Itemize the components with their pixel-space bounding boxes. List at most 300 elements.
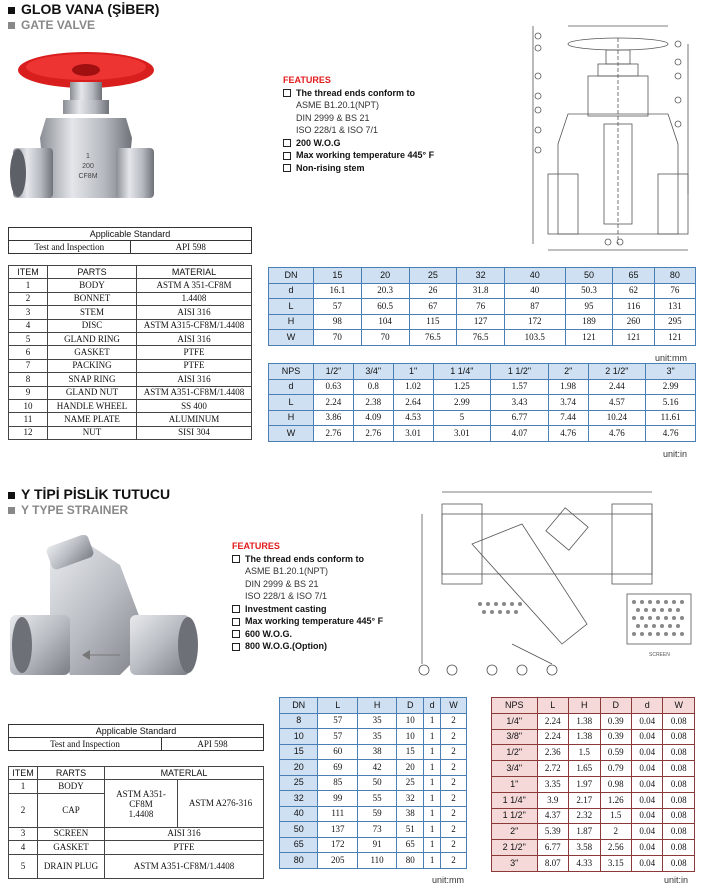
table-row	[9, 413, 252, 426]
col-header: H	[358, 698, 397, 714]
cell: 103.5	[505, 330, 566, 346]
cell: 1"	[393, 364, 433, 380]
cell: 3.9	[537, 792, 568, 808]
table-row	[9, 841, 264, 854]
feature-text: The thread ends conform to	[296, 87, 416, 98]
cell: 15	[280, 744, 318, 760]
bullet-square-icon	[8, 507, 15, 514]
cell: 110	[358, 853, 397, 869]
cell: 11	[9, 413, 48, 426]
cell: 0.8	[353, 379, 393, 395]
cell: 3"	[492, 855, 538, 871]
cell: SNAP RING	[48, 373, 137, 386]
cell: SS 400	[137, 399, 252, 412]
dimension-table-mm-strainer	[279, 697, 467, 869]
cell: 3"	[646, 364, 696, 380]
standard-table-strainer	[8, 724, 264, 751]
cell: 5	[433, 410, 491, 426]
cell: ASTM A351-CF8M/1.4408	[137, 386, 252, 399]
cell: 32	[280, 791, 318, 807]
section2-title-en-text: Y TYPE STRAINER	[21, 503, 129, 517]
standard-label: Test and Inspection	[9, 241, 131, 254]
cell: 1 1/4"	[492, 792, 538, 808]
cell: 2	[440, 822, 466, 838]
section1-title-tr-text: GLOB VANA (ŞİBER)	[21, 1, 160, 17]
cell: 172	[505, 314, 566, 330]
cell: 2"	[492, 824, 538, 840]
cell: 2"	[548, 364, 588, 380]
valve-marking-3: CF8M	[78, 173, 98, 180]
cell: 1	[424, 837, 440, 853]
cell: GASKET	[38, 841, 105, 854]
cell: 10	[280, 729, 318, 745]
cell: 127	[457, 314, 505, 330]
cell: GLAND RING	[48, 332, 137, 345]
table-row	[492, 698, 695, 714]
cell: AISI 316	[137, 373, 252, 386]
cell: 3.74	[548, 395, 588, 411]
cell: 25	[397, 775, 424, 791]
table-row	[269, 299, 696, 315]
features-gate	[283, 74, 513, 174]
cell: 5	[9, 854, 38, 878]
cell: 1.4408	[137, 292, 252, 305]
checkbox-icon	[232, 555, 240, 563]
cell: 1.38	[569, 729, 600, 745]
cell: 0.08	[663, 855, 695, 871]
cell: 0.79	[600, 761, 631, 777]
cell: 111	[318, 806, 358, 822]
cell: 32	[457, 268, 505, 284]
cell: 60.5	[361, 299, 409, 315]
feature-item	[232, 603, 432, 616]
cell: 1	[9, 780, 38, 793]
cell: 1 1/2"	[492, 808, 538, 824]
cell: AISI 316	[105, 827, 264, 840]
cell: 1.98	[548, 379, 588, 395]
cell: 62	[613, 283, 654, 299]
cell: 40	[505, 283, 566, 299]
cell: 76.5	[409, 330, 457, 346]
col-header-material: MATERIAL	[137, 266, 252, 279]
table-row	[9, 346, 252, 359]
unit-in-label: unit:in	[663, 449, 688, 459]
cell: 2	[440, 775, 466, 791]
row-label: DN	[269, 268, 314, 284]
cell: 2	[440, 806, 466, 822]
feature-item	[283, 162, 513, 175]
cell: 4.09	[353, 410, 393, 426]
feature-text: 800 W.O.G.(Option)	[245, 641, 328, 651]
checkbox-icon	[232, 618, 240, 626]
cell: 42	[358, 760, 397, 776]
table-row	[9, 426, 252, 439]
table-row	[9, 292, 252, 305]
table-row	[9, 279, 252, 292]
table-row	[269, 426, 696, 442]
cell: 0.08	[663, 840, 695, 856]
standard-header: Applicable Standard	[9, 228, 252, 241]
feature-item	[232, 628, 432, 641]
cell: ASTM A276-316	[178, 780, 264, 827]
y-strainer-photo	[10, 535, 210, 705]
table-row	[492, 792, 695, 808]
col-header-item: ITEM	[9, 767, 38, 780]
cell: 1.87	[569, 824, 600, 840]
feature-item	[232, 615, 432, 628]
standard-value: API 598	[130, 241, 252, 254]
cell: 0.08	[663, 761, 695, 777]
table-row	[269, 379, 696, 395]
cell: 1	[424, 822, 440, 838]
cell: 25	[280, 775, 318, 791]
cell: 73	[358, 822, 397, 838]
cell: 2.76	[314, 426, 354, 442]
cell: 32	[397, 791, 424, 807]
cell: 3.01	[393, 426, 433, 442]
feature-item	[283, 149, 513, 162]
table-row	[269, 410, 696, 426]
table-row	[280, 744, 467, 760]
cell: 0.04	[631, 855, 662, 871]
table-row	[9, 827, 264, 840]
row-label: W	[269, 330, 314, 346]
cell: 2.24	[537, 729, 568, 745]
cell: 67	[409, 299, 457, 315]
cell: 104	[361, 314, 409, 330]
cell: NUT	[48, 426, 137, 439]
cell: 1	[424, 744, 440, 760]
cell: 69	[318, 760, 358, 776]
table-row	[269, 268, 696, 284]
features-title: FEATURES	[283, 75, 331, 85]
cell: 1.5	[600, 808, 631, 824]
cell: 260	[613, 314, 654, 330]
cell: 3	[9, 827, 38, 840]
table-row	[269, 283, 696, 299]
cell: 2.38	[353, 395, 393, 411]
cell: 40	[280, 806, 318, 822]
cell: 2.32	[569, 808, 600, 824]
cell: 3/4"	[492, 761, 538, 777]
cell: BODY	[38, 780, 105, 793]
row-label: d	[269, 283, 314, 299]
features-strainer	[232, 540, 432, 653]
col-header: W	[440, 698, 466, 714]
table-row	[269, 395, 696, 411]
cell: 65	[280, 837, 318, 853]
cell: 20.3	[361, 283, 409, 299]
cell: 3/8"	[492, 729, 538, 745]
section2-title-en	[8, 503, 128, 517]
cell: PTFE	[105, 841, 264, 854]
cell: 1	[424, 729, 440, 745]
cell: AISI 316	[137, 332, 252, 345]
cell: 9	[9, 386, 48, 399]
feature-sub: ISO 228/1 & ISO 7/1	[245, 591, 328, 601]
table-row	[9, 359, 252, 372]
cell: 205	[318, 853, 358, 869]
cell: 70	[314, 330, 362, 346]
cell: 2.36	[537, 745, 568, 761]
cell: 50.3	[565, 283, 613, 299]
cell: 15	[397, 744, 424, 760]
dimension-table-in-strainer	[491, 697, 695, 872]
feature-sub: ASME B1.20.1(NPT)	[296, 100, 380, 110]
table-row	[280, 837, 467, 853]
cell: 5.16	[646, 395, 696, 411]
cell: 295	[654, 314, 695, 330]
screen-label: SCREEN	[649, 652, 670, 658]
cell: 1.02	[393, 379, 433, 395]
table-row	[280, 853, 467, 869]
cell: 51	[397, 822, 424, 838]
cell: GASKET	[48, 346, 137, 359]
cell: 15	[314, 268, 362, 284]
cell: 2 1/2"	[588, 364, 646, 380]
table-row	[492, 808, 695, 824]
row-label: NPS	[269, 364, 314, 380]
cell: 11.61	[646, 410, 696, 426]
cell: 50	[358, 775, 397, 791]
cell: AISI 316	[137, 306, 252, 319]
cell: 59	[358, 806, 397, 822]
cell: 0.04	[631, 840, 662, 856]
col-header: L	[537, 698, 568, 714]
feature-item	[232, 640, 432, 653]
cell: 2.24	[537, 713, 568, 729]
cell: 0.63	[314, 379, 354, 395]
cell: 2	[440, 744, 466, 760]
standard-table-gate	[8, 227, 252, 254]
valve-marking-1: 1	[86, 153, 90, 160]
feature-text: 600 W.O.G.	[245, 628, 293, 639]
cell: 80	[280, 853, 318, 869]
cell: 10.24	[588, 410, 646, 426]
row-label: H	[269, 410, 314, 426]
checkbox-icon	[283, 89, 291, 97]
cell: 172	[318, 837, 358, 853]
cell: ALUMINUM	[137, 413, 252, 426]
cell: 115	[409, 314, 457, 330]
cell: 6.77	[537, 840, 568, 856]
unit-mm-label: unit:mm	[432, 875, 465, 885]
cell: 4.76	[548, 426, 588, 442]
cell: 3.01	[433, 426, 491, 442]
feature-text: 200 W.O.G	[296, 137, 341, 148]
cell: 1 1/2"	[491, 364, 549, 380]
cell: 189	[565, 314, 613, 330]
y-strainer-drawing	[412, 484, 700, 684]
checkbox-icon	[283, 152, 291, 160]
standard-header: Applicable Standard	[9, 725, 264, 738]
cell: 8.07	[537, 855, 568, 871]
cell: 1	[9, 279, 48, 292]
feature-item	[283, 137, 513, 150]
table-row	[280, 791, 467, 807]
cell: DISC	[48, 319, 137, 332]
checkbox-icon	[232, 643, 240, 651]
col-header: NPS	[492, 698, 538, 714]
table-row	[280, 760, 467, 776]
cell: ASTM A351-CF8M/1.4408	[105, 854, 264, 878]
cell: 1/2"	[314, 364, 354, 380]
cell: 0.04	[631, 792, 662, 808]
cell: 80	[397, 853, 424, 869]
cell: 0.98	[600, 776, 631, 792]
feature-sub: ASME B1.20.1(NPT)	[245, 566, 329, 576]
table-row	[9, 373, 252, 386]
cell: 4.53	[393, 410, 433, 426]
cell: 7	[9, 359, 48, 372]
cell: 1.38	[569, 713, 600, 729]
cell: 1/4"	[492, 713, 538, 729]
table-row	[9, 854, 264, 878]
cell: 116	[613, 299, 654, 315]
cell: 0.04	[631, 713, 662, 729]
feature-text: The thread ends conform to	[245, 553, 365, 564]
cell: 1"	[492, 776, 538, 792]
cell: 6	[9, 346, 48, 359]
cell: SISI 304	[137, 426, 252, 439]
col-header-material: MATERLAL	[105, 767, 264, 780]
cell: 2	[440, 713, 466, 729]
table-row	[269, 330, 696, 346]
cell: 0.04	[631, 761, 662, 777]
cell: 1	[424, 760, 440, 776]
col-header-parts: PARTS	[48, 266, 137, 279]
cell: 35	[358, 729, 397, 745]
cell: 0.04	[631, 808, 662, 824]
table-row	[280, 822, 467, 838]
cell: 4.07	[491, 426, 549, 442]
material-line: 1.4408	[128, 808, 154, 819]
cell: 2	[600, 824, 631, 840]
table-row	[280, 729, 467, 745]
col-header: d	[631, 698, 662, 714]
cell: 76	[457, 299, 505, 315]
cell: 1	[424, 853, 440, 869]
cell: 85	[318, 775, 358, 791]
cell: 76	[654, 283, 695, 299]
table-row	[492, 729, 695, 745]
cell: 1.26	[600, 792, 631, 808]
table-row	[9, 306, 252, 319]
bullet-square-icon	[8, 7, 15, 14]
gate-valve-drawing	[528, 14, 698, 264]
cell: 0.39	[600, 729, 631, 745]
feature-text: Max working temperature 445° F	[296, 150, 435, 160]
cell: 0.04	[631, 745, 662, 761]
cell: 57	[314, 299, 362, 315]
col-header: L	[318, 698, 358, 714]
cell: 2.24	[314, 395, 354, 411]
row-label: H	[269, 314, 314, 330]
col-header-parts: RARTS	[38, 767, 105, 780]
cell: ASTM A315-CF8M/1.4408	[137, 319, 252, 332]
table-row	[492, 855, 695, 871]
cell: 121	[565, 330, 613, 346]
col-header-item: ITEM	[9, 266, 48, 279]
feature-text: Max working temperature 445° F	[245, 616, 384, 626]
cell: STEM	[48, 306, 137, 319]
col-header: D	[397, 698, 424, 714]
checkbox-icon	[283, 139, 291, 147]
cell: 3.86	[314, 410, 354, 426]
cell: 1	[424, 713, 440, 729]
section1-title-en-text: GATE VALVE	[21, 18, 96, 32]
cell: 2.64	[393, 395, 433, 411]
cell-material-cf8m	[105, 780, 178, 827]
cell: 57	[318, 713, 358, 729]
cell: 1/2"	[492, 745, 538, 761]
table-row	[492, 776, 695, 792]
cell: 2.99	[646, 379, 696, 395]
table-row	[492, 761, 695, 777]
cell: 137	[318, 822, 358, 838]
cell: HANDLE WHEEL	[48, 399, 137, 412]
cell: 1	[424, 775, 440, 791]
cell: 35	[358, 713, 397, 729]
section1-title-tr	[8, 1, 159, 17]
cell: 1.25	[433, 379, 491, 395]
col-header: d	[424, 698, 440, 714]
cell: 1.5	[569, 745, 600, 761]
cell: 121	[613, 330, 654, 346]
cell: 131	[654, 299, 695, 315]
cell: 65	[613, 268, 654, 284]
cell: 10	[397, 729, 424, 745]
unit-in-label: unit:in	[664, 875, 689, 885]
feature-text: Non-rising stem	[296, 162, 365, 173]
cell: 76.5	[457, 330, 505, 346]
cell: ASTM A 351-CF8M	[137, 279, 252, 292]
cell: 3.35	[537, 776, 568, 792]
table-row	[9, 386, 252, 399]
cell: 2.56	[600, 840, 631, 856]
cell: 0.08	[663, 808, 695, 824]
cell: 0.08	[663, 776, 695, 792]
cell: 2.44	[588, 379, 646, 395]
cell: 31.8	[457, 283, 505, 299]
cell: 3	[9, 306, 48, 319]
section2-title-tr	[8, 486, 170, 502]
cell: 4.37	[537, 808, 568, 824]
row-label: d	[269, 379, 314, 395]
cell: 5	[9, 332, 48, 345]
cell: 2	[440, 760, 466, 776]
cell: 87	[505, 299, 566, 315]
cell: 6.77	[491, 410, 549, 426]
cell: 2.99	[433, 395, 491, 411]
parts-table-gate	[8, 265, 252, 440]
standard-value: API 598	[162, 738, 264, 751]
col-header: H	[569, 698, 600, 714]
cell: 8	[280, 713, 318, 729]
cell: 10	[397, 713, 424, 729]
cell: 98	[314, 314, 362, 330]
cell: 50	[565, 268, 613, 284]
cell: BODY	[48, 279, 137, 292]
gate-valve-photo	[8, 48, 158, 218]
cell: 20	[361, 268, 409, 284]
table-row	[9, 399, 252, 412]
table-row	[492, 840, 695, 856]
valve-marking-2: 200	[82, 163, 94, 170]
cell: 5.39	[537, 824, 568, 840]
cell: NAME PLATE	[48, 413, 137, 426]
table-row	[269, 364, 696, 380]
